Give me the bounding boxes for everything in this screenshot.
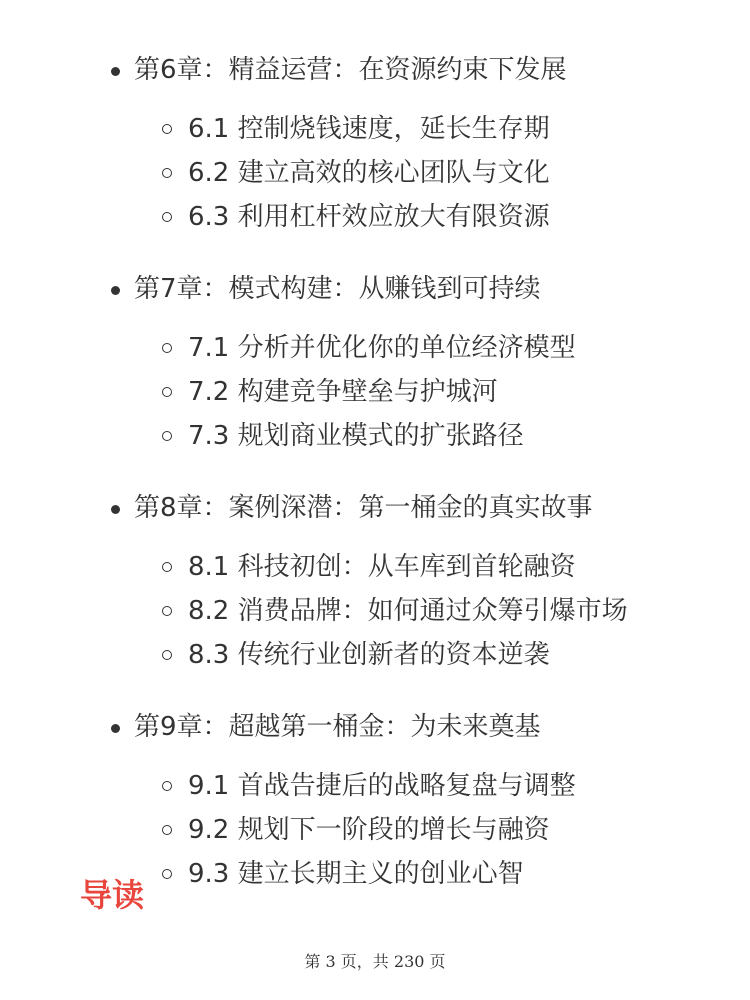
chapter-title: 第8章：案例深潜：第一桶金的真实故事 [134, 493, 593, 523]
bullet-circle-icon [162, 431, 172, 441]
section-item [0, 195, 750, 239]
bullet-circle-icon [162, 781, 172, 791]
section-item [0, 326, 750, 370]
section-heading: 导读 [80, 876, 145, 914]
bullet-circle-icon [162, 562, 172, 572]
bullet-circle-icon [162, 869, 172, 879]
bullet-disc-icon [111, 724, 120, 733]
bullet-circle-icon [162, 825, 172, 835]
section-item [0, 633, 750, 677]
section-item [0, 545, 750, 589]
bullet-circle-icon [162, 343, 172, 353]
section-list [0, 545, 750, 677]
section-item [0, 414, 750, 458]
bullet-circle-icon [162, 387, 172, 397]
page-number-footer: 第 3 页，共 230 页 [304, 952, 446, 971]
bullet-circle-icon [162, 606, 172, 616]
section-list [0, 107, 750, 239]
bullet-circle-icon [162, 212, 172, 222]
chapter-title: 第6章：精益运营：在资源约束下发展 [134, 55, 567, 85]
section-title: 8.1 科技初创：从车库到首轮融资 [188, 552, 576, 582]
section-list [0, 326, 750, 458]
chapter-title: 第7章：模式构建：从赚钱到可持续 [134, 274, 541, 304]
section-item [0, 370, 750, 414]
chapter-item-6 [0, 50, 750, 239]
bullet-circle-icon [162, 168, 172, 178]
section-title: 6.1 控制烧钱速度，延长生存期 [188, 114, 550, 144]
section-item [0, 764, 750, 808]
chapter-item-8 [0, 488, 750, 677]
bullet-disc-icon [111, 67, 120, 76]
bullet-circle-icon [162, 650, 172, 660]
section-item [0, 808, 750, 852]
section-title: 6.2 建立高效的核心团队与文化 [188, 158, 550, 188]
section-title: 7.2 构建竞争壁垒与护城河 [188, 377, 498, 407]
section-title: 8.2 消费品牌：如何通过众筹引爆市场 [188, 596, 628, 626]
bullet-disc-icon [111, 286, 120, 295]
section-item [0, 589, 750, 633]
bullet-circle-icon [162, 124, 172, 134]
section-title: 9.3 建立长期主义的创业心智 [188, 859, 524, 889]
chapter-title: 第9章：超越第一桶金：为未来奠基 [134, 712, 541, 742]
table-of-contents [0, 50, 750, 926]
section-item [0, 107, 750, 151]
bullet-disc-icon [111, 505, 120, 514]
section-title: 7.1 分析并优化你的单位经济模型 [188, 333, 576, 363]
section-title: 9.2 规划下一阶段的增长与融资 [188, 815, 550, 845]
section-item [0, 151, 750, 195]
section-title: 7.3 规划商业模式的扩张路径 [188, 421, 524, 451]
chapter-item-7 [0, 269, 750, 458]
section-title: 9.1 首战告捷后的战略复盘与调整 [188, 771, 576, 801]
chapter-item-9 [0, 707, 750, 896]
section-title: 8.3 传统行业创新者的资本逆袭 [188, 640, 550, 670]
section-title: 6.3 利用杠杆效应放大有限资源 [188, 202, 550, 232]
